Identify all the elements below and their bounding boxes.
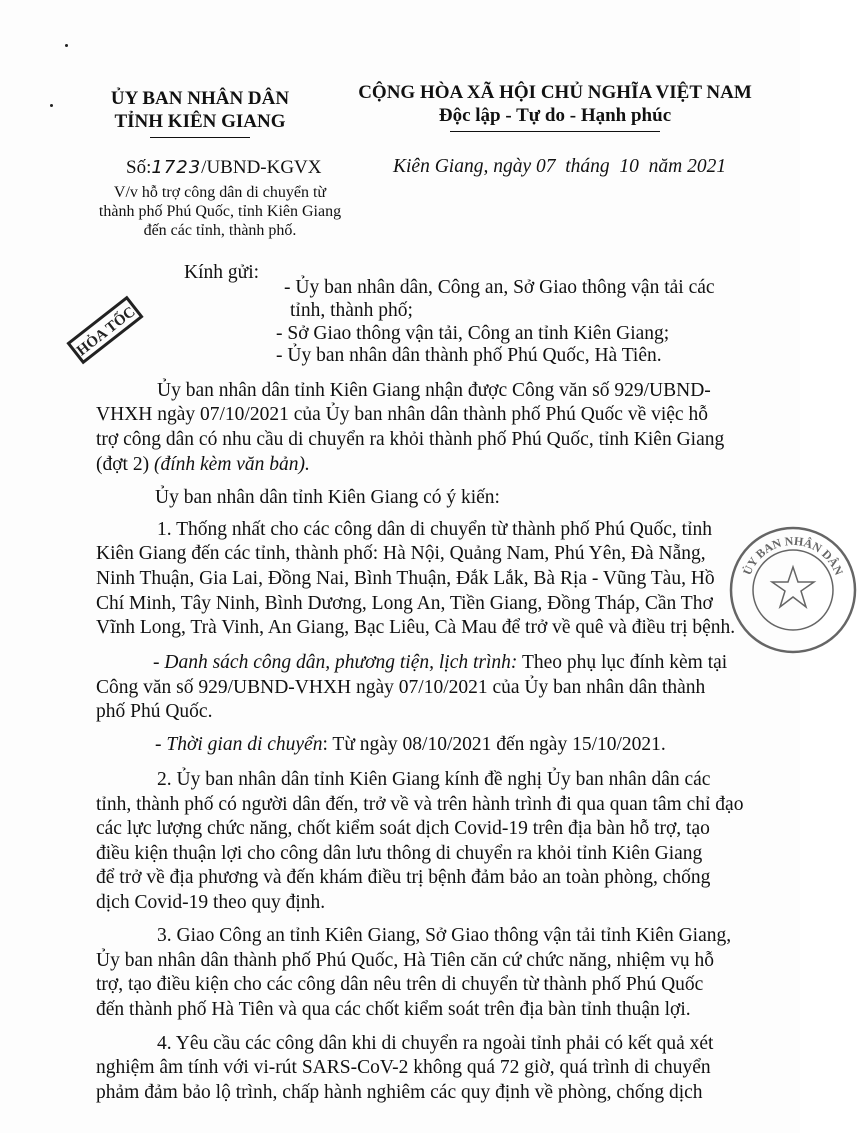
document-date bbox=[393, 156, 726, 178]
recipient-item: - Ủy ban nhân dân thành phố Phú Quốc, Hà Tiên. bbox=[276, 345, 662, 366]
recipients-label: Kính gửi: bbox=[184, 262, 260, 283]
intro-attachment-note: (đính kèm văn bản). bbox=[149, 454, 310, 475]
point1-line: Vĩnh Long, Trà Vinh, An Giang, Bạc Liêu, Cà Mau để trở về quê và điều trị bệnh. bbox=[96, 617, 736, 638]
intro-line: VHXH ngày 07/10/2021 của Ủy ban nhân dân thành phố Phú Quốc về việc hỗ bbox=[96, 404, 708, 425]
point4-line: 4. Yêu cầu các công dân khi di chuyển ra ngoài tỉnh phải có kết quả xét bbox=[157, 1033, 714, 1054]
official-seal bbox=[728, 525, 858, 655]
date-year: 2021 bbox=[687, 156, 727, 177]
date-day: 07 bbox=[535, 156, 556, 177]
seal-text-path: ỦY BAN NHÂN DÂN bbox=[739, 533, 847, 578]
doc-number-handwritten: 1723 bbox=[151, 157, 202, 178]
opinion-line: Ủy ban nhân dân tỉnh Kiên Giang có ý kiến: bbox=[155, 487, 500, 508]
point1-line: Kiên Giang đến các tỉnh, thành phố: Hà Nội, Quảng Nam, Phú Yên, Đà Nẵng, bbox=[96, 543, 706, 564]
date-month-label: tháng bbox=[565, 156, 610, 177]
national-title: CỘNG HÒA XÃ HỘI CHỦ NGHĨA VIỆT NAM bbox=[358, 82, 752, 103]
doc-number-prefix: Số: bbox=[126, 157, 152, 178]
recipient-item: - Sở Giao thông vận tải, Công an tỉnh Kiên Giang; bbox=[276, 323, 670, 344]
point4-line: nghiệm âm tính với vi-rút SARS-CoV-2 không quá 72 giờ, quá trình di chuyển bbox=[96, 1057, 711, 1078]
list-label: - Danh sách công dân, phương tiện, lịch trình: bbox=[153, 652, 518, 673]
point2-line: 2. Ủy ban nhân dân tỉnh Kiên Giang kính đề nghị Ủy ban nhân dân các bbox=[157, 769, 711, 790]
intro-line: trợ công dân có nhu cầu di chuyển ra khỏi thành phố Phú Quốc, tỉnh Kiên Giang bbox=[96, 429, 725, 450]
intro-line: Ủy ban nhân dân tỉnh Kiên Giang nhận được Công văn số 929/UBND- bbox=[157, 380, 711, 401]
document-number bbox=[126, 157, 322, 179]
point1-line: 1. Thống nhất cho các công dân di chuyển từ thành phố Phú Quốc, tỉnh bbox=[157, 519, 713, 540]
list-line bbox=[153, 652, 727, 674]
point2-line: các lực lượng chức năng, chốt kiểm soát dịch Covid-19 trên địa bàn hỗ trợ, tạo bbox=[96, 818, 710, 839]
scan-speck bbox=[65, 44, 68, 47]
seal-inner-ring bbox=[753, 550, 833, 630]
urgent-stamp-text: HỎA TỐC bbox=[73, 303, 139, 360]
date-place: Kiên Giang, ngày bbox=[393, 156, 532, 177]
point2-line: điều kiện thuận lợi cho công dân lưu thông di chuyển ra khỏi tỉnh Kiên Giang bbox=[96, 843, 703, 864]
recipient-item: - Ủy ban nhân dân, Công an, Sở Giao thông vận tải các bbox=[284, 277, 715, 298]
intro-line bbox=[96, 454, 310, 476]
subject-line: V/v hỗ trợ công dân di chuyển từ bbox=[113, 184, 327, 201]
point4-line: phảm đảm bảo lộ trình, chấp hành nghiêm các quy định về phòng, chống dịch bbox=[96, 1082, 703, 1103]
point3-line: Ủy ban nhân dân thành phố Phú Quốc, Hà Tiên căn cứ chức năng, nhiệm vụ hỗ bbox=[96, 950, 714, 971]
intro-phase: (đợt 2) bbox=[96, 454, 150, 475]
point1-line: Chí Minh, Tây Ninh, Bình Dương, Long An, Tiền Giang, Đồng Tháp, Cần Thơ bbox=[96, 593, 713, 614]
time-rest: : Từ ngày 08/10/2021 đến ngày 15/10/2021. bbox=[322, 734, 666, 755]
doc-number-suffix: /UBND-KGVX bbox=[201, 157, 322, 178]
agency-name-line1: ỦY BAN NHÂN DÂN bbox=[110, 88, 290, 109]
scan-speck bbox=[50, 104, 53, 107]
list-continuation: Công văn số 929/UBND-VHXH ngày 07/10/2021 của Ủy ban nhân dân thành bbox=[96, 677, 706, 698]
motto-underline bbox=[450, 131, 660, 132]
point3-line: 3. Giao Công an tỉnh Kiên Giang, Sở Giao thông vận tải tỉnh Kiên Giang, bbox=[157, 925, 732, 946]
list-rest: Theo phụ lục đính kèm tại bbox=[517, 652, 728, 673]
point2-line: để trở về địa phương và đến khám điều trị bệnh đảm bảo an toàn phòng, chống bbox=[96, 867, 711, 888]
seal-star-icon bbox=[772, 567, 814, 607]
point1-line: Ninh Thuận, Gia Lai, Đồng Nai, Bình Thuận, Đắk Lắk, Bà Rịa - Vũng Tàu, Hồ bbox=[96, 568, 715, 589]
recipient-item: tỉnh, thành phố; bbox=[290, 300, 413, 321]
point3-line: đến thành phố Hà Tiên và qua các chốt kiểm soát trên địa bàn tỉnh thuận lợi. bbox=[96, 999, 691, 1020]
agency-underline bbox=[150, 137, 250, 138]
date-month: 10 bbox=[619, 156, 639, 177]
urgent-stamp bbox=[60, 290, 150, 370]
point2-line: dịch Covid-19 theo quy định. bbox=[96, 892, 326, 913]
subject-line: đến các tỉnh, thành phố. bbox=[143, 222, 297, 239]
date-year-label: năm bbox=[648, 156, 683, 177]
national-motto: Độc lập - Tự do - Hạnh phúc bbox=[438, 105, 672, 126]
point2-line: tỉnh, thành phố có người dân đến, trở về và trên hành trình đi qua quan tâm chỉ đạo bbox=[96, 794, 744, 815]
time-label: - Thời gian di chuyển bbox=[155, 734, 323, 755]
agency-name-line2: TỈNH KIÊN GIANG bbox=[114, 111, 286, 132]
list-continuation: phố Phú Quốc. bbox=[96, 701, 213, 722]
time-line bbox=[155, 734, 666, 756]
subject-line: thành phố Phú Quốc, tỉnh Kiên Giang bbox=[98, 203, 342, 220]
point3-line: trợ, tạo điều kiện cho các công dân nêu trên di chuyển từ thành phố Phú Quốc bbox=[96, 974, 704, 995]
